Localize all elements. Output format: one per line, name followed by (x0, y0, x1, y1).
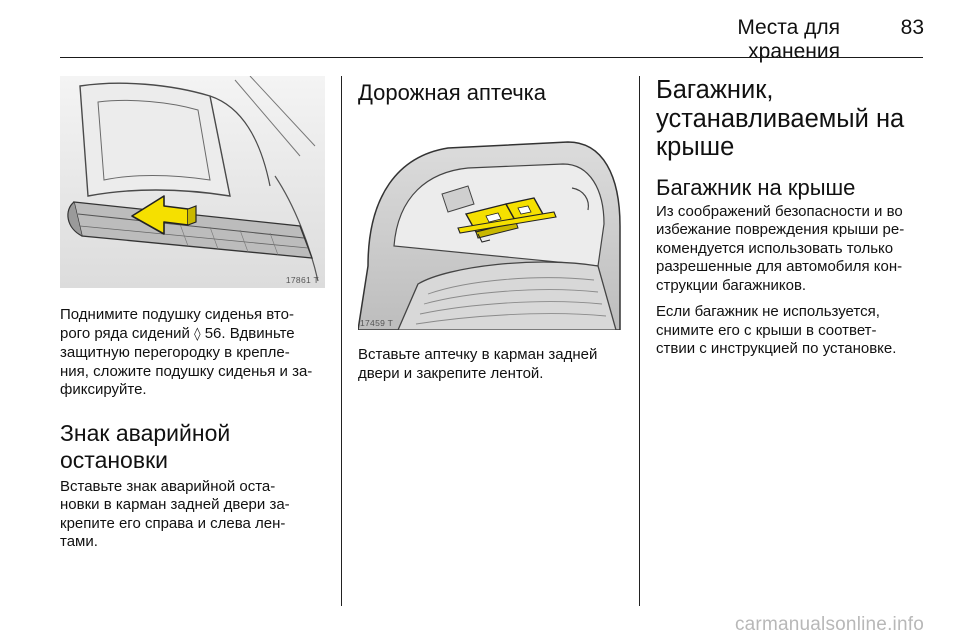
text-line: рого ряда сидений (60, 324, 190, 342)
column-1 (60, 76, 325, 552)
text-line: ния, сложите подушку сиденья и за- (60, 362, 313, 380)
watermark: carmanualsonline.info (734, 614, 924, 635)
page-number: 83 (900, 16, 924, 39)
paragraph-first-aid-kit (358, 346, 623, 383)
text-line: Поднимите подушку сиденья вто- (60, 306, 294, 323)
heading-line: устанавливаемый на (656, 104, 905, 133)
heading-warning-triangle (60, 420, 325, 474)
text-line: двери и закрепите лентой. (358, 364, 544, 382)
paragraph-roof-rack-removal (656, 303, 936, 359)
text-line: ствии с инструкцией по установке. (656, 340, 897, 357)
text-line: снимите его с крыши в соответ- (656, 321, 877, 339)
first-aid-kit-illustration (358, 116, 623, 330)
text-line: фиксируйте. (60, 381, 147, 398)
heading-line: остановки (60, 446, 168, 473)
heading-first-aid-kit: Дорожная аптечка (358, 80, 547, 105)
section-title: Места для хранения (737, 16, 840, 63)
tailgate-drawing (358, 116, 623, 330)
paragraph-roof-rack-safety (656, 203, 936, 296)
text-line: избежание повреждения крыши ре- (656, 221, 905, 238)
paragraph-seat-partition (60, 306, 325, 400)
text-line: разрешенные для автомобиля кон- (656, 258, 903, 275)
column-divider-1 (341, 76, 342, 606)
heading-roof-rack (656, 76, 936, 162)
heading-line: крыше (656, 133, 735, 161)
text-line: струкции багажников. (656, 276, 807, 294)
text-line: новки в карман задней двери за- (60, 496, 290, 513)
page-reference-link[interactable]: 56. Вдвиньте (204, 324, 295, 342)
column-3 (656, 76, 936, 359)
text-line: Из соображений безопасности и во (656, 202, 903, 220)
text-line: комендуется использовать только (656, 239, 894, 257)
heading-line: Знак аварийной (60, 419, 231, 446)
image-code: 17861 T (285, 275, 319, 285)
heading-line: Багажник, (656, 76, 774, 104)
page-reference-icon: ◊ (194, 326, 201, 342)
seat-partition-illustration (60, 76, 325, 288)
text-line: Вставьте знак аварийной оста- (60, 477, 276, 495)
seat-partition-drawing (60, 76, 325, 288)
text-line: Вставьте аптечку в карман задней (358, 346, 598, 363)
text-line: крепите его справа и слева лен- (60, 514, 286, 532)
image-code: 17459 T (360, 318, 394, 328)
column-2 (358, 79, 623, 383)
subheading-roof-rack: Багажник на крыше (656, 174, 856, 200)
text-line: тами. (60, 533, 98, 550)
paragraph-warning-triangle (60, 478, 325, 552)
text-line: Если багажник не используется, (656, 303, 880, 320)
header-rule (60, 57, 923, 58)
column-divider-2 (639, 76, 640, 606)
text-line: защитную перегородку в крепле- (60, 344, 290, 361)
